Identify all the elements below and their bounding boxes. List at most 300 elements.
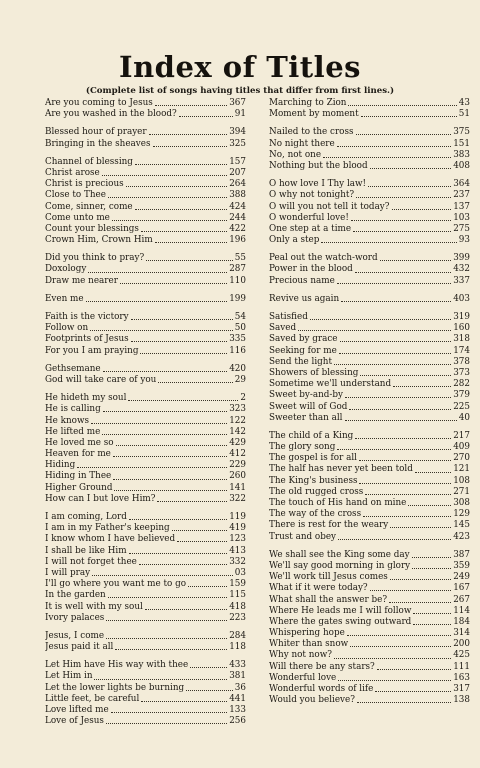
entry-title: Jesus paid it all [45, 642, 114, 653]
entry-title: I'll go where you want me to go [45, 579, 187, 590]
entry-page-number: 308 [453, 498, 470, 508]
entry-title: What shall the answer be? [269, 594, 388, 605]
entry-group [45, 253, 246, 287]
dot-leader [359, 456, 451, 461]
dot-leader [135, 160, 227, 165]
index-entry [45, 98, 246, 109]
dot-leader [298, 326, 451, 331]
entry-title: Marching to Zion [269, 98, 347, 108]
index-entry [269, 476, 470, 487]
entry-page-number: 51 [458, 109, 470, 120]
entry-page-number: 133 [229, 705, 246, 715]
entry-page-number: 381 [229, 671, 246, 682]
entry-page-number: 123 [229, 534, 246, 545]
entry-page-number: 199 [229, 293, 246, 304]
entry-page-number: 314 [453, 628, 470, 639]
entry-page-number: 36 [234, 682, 246, 693]
index-entry [269, 139, 470, 150]
index-entry [45, 202, 246, 213]
dot-leader [413, 609, 451, 614]
dot-leader [158, 378, 233, 383]
index-entry [269, 253, 470, 264]
dot-leader [139, 560, 227, 565]
entry-page-number: 335 [229, 334, 246, 345]
entry-group [45, 127, 246, 149]
dot-leader [356, 130, 452, 135]
index-entry [269, 628, 470, 639]
entry-page-number: 319 [453, 312, 470, 322]
index-entry [269, 487, 470, 498]
dot-leader [111, 708, 227, 713]
dot-leader [106, 634, 227, 639]
dot-leader [153, 142, 228, 147]
dot-leader [380, 256, 452, 261]
entry-group [269, 312, 470, 424]
dot-leader [172, 526, 228, 531]
entry-title: Crown Him, Crown Him [45, 235, 153, 246]
index-entry [45, 294, 246, 305]
entry-page-number: 03 [234, 567, 246, 578]
entry-title: Did you think to pray? [45, 253, 145, 264]
entry-page-number: 378 [453, 356, 470, 367]
entry-page-number: 322 [229, 493, 246, 504]
index-entry [45, 494, 246, 505]
entry-title: Little feet, be careful [45, 693, 140, 704]
index-entry [269, 606, 470, 617]
index-entry [269, 276, 470, 287]
entry-page-number: 388 [229, 190, 246, 201]
dot-leader [337, 142, 451, 147]
index-entry [269, 662, 470, 673]
entry-group [45, 312, 246, 357]
entry-page-number: 116 [229, 345, 246, 356]
entry-page-number: 282 [453, 379, 470, 390]
dot-leader [348, 101, 456, 106]
index-entry [269, 550, 470, 561]
index-entry [45, 416, 246, 427]
entry-page-number: 323 [229, 404, 246, 415]
dot-leader [339, 349, 451, 354]
index-entry [45, 642, 246, 653]
entry-page-number: 422 [229, 223, 246, 234]
entry-title: Come unto me [45, 212, 110, 223]
entry-page-number: 409 [453, 442, 470, 453]
entry-page-number: 225 [453, 401, 470, 412]
index-entry [269, 673, 470, 684]
entry-group [45, 660, 246, 727]
index-entry [45, 546, 246, 557]
entry-page-number: 217 [453, 430, 470, 441]
dot-leader [186, 686, 233, 691]
index-entry [269, 498, 470, 509]
index-entry [45, 190, 246, 201]
entry-group [45, 393, 246, 505]
dot-leader [361, 112, 457, 117]
entry-title: He loved me so [45, 437, 114, 448]
dot-leader [155, 101, 227, 106]
entry-page-number: 394 [229, 127, 246, 138]
entry-page-number: 237 [453, 190, 470, 201]
entry-title: I am coming, Lord [45, 512, 127, 522]
entry-title: Whiter than snow [269, 639, 349, 650]
dot-leader [179, 112, 233, 117]
entry-page-number: 403 [453, 293, 470, 304]
index-entry [45, 393, 246, 404]
dot-leader [347, 631, 451, 636]
entry-title: Would you believe? [269, 695, 355, 706]
entry-title: No night there [269, 138, 335, 149]
index-entry [45, 224, 246, 235]
entry-page-number: 141 [229, 482, 246, 493]
dot-leader [393, 382, 451, 387]
entry-group [45, 157, 246, 247]
entry-page-number: 418 [229, 601, 246, 612]
entry-title: Are you coming to Jesus [45, 98, 153, 108]
index-entry [269, 323, 470, 334]
dot-leader [113, 475, 227, 480]
entry-title: Wonderful words of life [269, 684, 374, 694]
entry-group [45, 98, 246, 120]
entry-page-number: 429 [229, 437, 246, 448]
dot-leader [334, 360, 451, 365]
entry-page-number: 40 [458, 412, 470, 423]
dot-leader [129, 549, 228, 554]
entry-page-number: 408 [453, 160, 470, 171]
dot-leader [129, 515, 227, 520]
dot-leader [341, 297, 451, 302]
entry-title: Ivory palaces [45, 612, 105, 623]
entry-page-number: 267 [453, 594, 470, 605]
entry-group [269, 98, 470, 120]
entry-title: Christ arose [45, 167, 100, 178]
index-entry [45, 590, 246, 601]
entry-page-number: 55 [234, 253, 246, 264]
index-entry [45, 235, 246, 246]
entry-page-number: 412 [229, 449, 246, 460]
entry-page-number: 337 [453, 275, 470, 286]
entry-page-number: 270 [453, 453, 470, 464]
entry-title: No, not one [269, 149, 322, 160]
entry-title: I will pray [45, 567, 91, 578]
entry-title: Saved by grace [269, 334, 338, 345]
entry-title: Are you washed in the blood? [45, 109, 177, 120]
entry-title: For you I am praying [45, 345, 139, 356]
entry-page-number: 118 [229, 642, 246, 653]
dot-leader [102, 430, 227, 435]
dot-leader [114, 486, 227, 491]
dot-leader [392, 205, 452, 210]
entry-page-number: 50 [234, 323, 246, 334]
entry-page-number: 103 [453, 212, 470, 223]
index-entry [45, 179, 246, 190]
dot-leader [370, 586, 452, 591]
entry-page-number: 287 [229, 264, 246, 275]
entry-title: I am in my Father's keeping [45, 523, 170, 534]
entry-page-number: 174 [453, 345, 470, 356]
index-entry [45, 449, 246, 460]
index-entry [45, 705, 246, 716]
entry-title: God will take care of you [45, 374, 157, 385]
index-entry [45, 660, 246, 671]
entry-group [269, 179, 470, 246]
index-entry [45, 127, 246, 138]
dot-leader [389, 598, 451, 603]
entry-title: Come, sinner, come [45, 201, 133, 212]
entry-title: The King's business [269, 475, 358, 486]
dot-leader [91, 419, 227, 424]
index-entry [269, 520, 470, 531]
dot-leader [310, 315, 451, 320]
dot-leader [128, 396, 238, 401]
entry-page-number: 91 [234, 109, 246, 120]
dot-leader [370, 164, 452, 169]
entry-page-number: 29 [234, 374, 246, 385]
entry-title: We shall see the King some day [269, 549, 410, 560]
entry-title: Hiding in Thee [45, 471, 112, 482]
entry-title: Power in the blood [269, 264, 353, 275]
index-entry [269, 346, 470, 357]
dot-leader [113, 452, 227, 457]
entry-page-number: 264 [229, 179, 246, 190]
index-entry [269, 150, 470, 161]
index-entry [45, 346, 246, 357]
index-entry [45, 716, 246, 727]
entry-title: Only a step [269, 235, 320, 246]
dot-leader [412, 564, 451, 569]
entry-title: The touch of His hand on mine [269, 498, 407, 508]
dot-leader [323, 153, 451, 158]
dot-leader [155, 238, 228, 243]
index-entry [269, 532, 470, 543]
entry-title: O will you not tell it today? [269, 201, 390, 212]
index-entry [45, 312, 246, 323]
entry-title: Satisfied [269, 312, 308, 322]
index-entry [45, 683, 246, 694]
entry-title: The old rugged cross [269, 486, 364, 497]
entry-title: One step at a time [269, 223, 352, 234]
entry-title: Seeking for me [269, 345, 337, 356]
dot-leader [94, 675, 227, 680]
entry-title: Nothing but the blood [269, 160, 368, 171]
index-entry [269, 109, 470, 120]
dot-leader [350, 642, 451, 647]
index-entry [269, 617, 470, 628]
entry-title: In the garden [45, 590, 106, 601]
entry-page-number: 110 [229, 275, 246, 286]
dot-leader [334, 654, 451, 659]
entry-title: Let the lower lights be burning [45, 682, 185, 693]
entry-page-number: 244 [229, 212, 246, 223]
dot-leader [415, 468, 451, 473]
dot-leader [349, 405, 451, 410]
entry-title: The child of a King [269, 430, 354, 441]
entry-page-number: 441 [229, 693, 246, 704]
entry-title: Why not now? [269, 650, 332, 661]
right-column [269, 98, 470, 713]
index-entry [269, 264, 470, 275]
entry-title: He is calling [45, 404, 101, 415]
entry-page-number: 413 [229, 545, 246, 556]
entry-page-number: 115 [229, 590, 246, 601]
entry-page-number: 129 [453, 509, 470, 520]
entry-title: Will there be any stars? [269, 661, 375, 672]
dot-leader [112, 216, 227, 221]
entry-page-number: 159 [229, 579, 246, 590]
index-entry [45, 427, 246, 438]
entry-page-number: 121 [453, 464, 470, 475]
index-entry [45, 602, 246, 613]
dot-leader [103, 407, 227, 412]
dot-leader [338, 676, 451, 681]
index-entry [45, 139, 246, 150]
entry-title: Doxology [45, 264, 87, 275]
index-entry [45, 253, 246, 264]
index-entry [269, 695, 470, 706]
index-entry [45, 109, 246, 120]
entry-title: The glory song [269, 442, 336, 453]
dot-leader [106, 719, 227, 724]
index-entry [269, 202, 470, 213]
dot-leader [413, 620, 451, 625]
entry-title: What if it were today? [269, 583, 368, 594]
index-entry [45, 671, 246, 682]
index-entry [45, 364, 246, 375]
dot-leader [337, 445, 451, 450]
index-entry [45, 512, 246, 523]
dot-leader [321, 238, 456, 243]
dot-leader [363, 512, 451, 517]
entry-page-number: 423 [453, 531, 470, 542]
entry-page-number: 420 [229, 363, 246, 374]
dot-leader [131, 337, 228, 342]
entry-page-number: 157 [229, 156, 246, 167]
dot-leader [359, 479, 451, 484]
index-entry [269, 179, 470, 190]
entry-title: Let Him in [45, 671, 93, 682]
entry-page-number: 207 [229, 167, 246, 178]
entry-title: It is well with my soul [45, 601, 143, 612]
entry-title: Where the gates swing outward [269, 616, 412, 627]
entry-page-number: 387 [453, 549, 470, 560]
index-entry [269, 572, 470, 583]
dot-leader [77, 463, 227, 468]
entry-title: Love of Jesus [45, 716, 104, 727]
entry-title: Channel of blessing [45, 156, 133, 167]
entry-title: Send the light [269, 356, 332, 367]
entry-group [45, 364, 246, 386]
entry-page-number: 275 [453, 223, 470, 234]
entry-page-number: 375 [453, 127, 470, 138]
entry-title: Moment by moment [269, 109, 359, 120]
index-entry [45, 579, 246, 590]
entry-title: He hideth my soul [45, 393, 127, 404]
entry-page-number: 151 [453, 138, 470, 149]
dot-leader [116, 441, 228, 446]
index-entry [269, 127, 470, 138]
entry-group [269, 294, 470, 305]
index-entry [45, 404, 246, 415]
index-entry [45, 157, 246, 168]
index-entry [45, 276, 246, 287]
index-entry [45, 568, 246, 579]
entry-title: There is rest for the weary [269, 520, 389, 531]
entry-title: Follow on [45, 323, 89, 334]
dot-leader [149, 130, 228, 135]
dot-leader [390, 523, 451, 528]
entry-title: Gethsemane [45, 363, 101, 374]
entry-title: Sweeter than all [269, 412, 343, 423]
index-entry [45, 375, 246, 386]
entry-title: Footprints of Jesus [45, 334, 129, 345]
dot-leader [131, 315, 233, 320]
entry-page-number: 93 [458, 235, 470, 246]
entry-title: He knows [45, 415, 90, 426]
dot-leader [145, 605, 227, 610]
index-entry [269, 224, 470, 235]
index-entry [45, 438, 246, 449]
entry-page-number: 383 [453, 149, 470, 160]
dot-leader [338, 535, 451, 540]
entry-page-number: 271 [453, 486, 470, 497]
dot-leader [177, 537, 227, 542]
entry-page-number: 399 [453, 253, 470, 264]
entry-title: Nailed to the cross [269, 127, 354, 138]
index-entry [45, 613, 246, 624]
entry-title: Wonderful love [269, 672, 337, 683]
entry-group [269, 431, 470, 543]
index-entry [269, 390, 470, 401]
entry-title: Faith is the victory [45, 312, 129, 322]
index-entry [269, 312, 470, 323]
index-entry [269, 431, 470, 442]
dot-leader [340, 337, 452, 342]
index-entry [269, 161, 470, 172]
dot-leader [90, 326, 233, 331]
dot-leader [115, 645, 227, 650]
entry-page-number: 249 [453, 572, 470, 583]
entry-group [269, 127, 470, 172]
index-entry [45, 264, 246, 275]
dot-leader [357, 698, 451, 703]
dot-leader [108, 593, 227, 598]
dot-leader [377, 665, 451, 670]
dot-leader [412, 553, 452, 558]
index-entry [269, 442, 470, 453]
entry-title: I shall be like Him [45, 545, 127, 556]
index-entry [269, 379, 470, 390]
entry-page-number: 138 [453, 695, 470, 706]
entry-title: Showers of blessing [269, 367, 359, 378]
dot-leader [146, 256, 233, 261]
index-entry [269, 213, 470, 224]
entry-page-number: 223 [229, 612, 246, 623]
entry-title: Christ is precious [45, 179, 124, 190]
entry-title: Sweet will of God [269, 401, 348, 412]
dot-leader [157, 497, 227, 502]
dot-leader [355, 434, 451, 439]
dot-leader [408, 501, 451, 506]
index-entry [269, 561, 470, 572]
entry-group [45, 631, 246, 653]
dot-leader [103, 367, 228, 372]
entry-page-number: 364 [453, 179, 470, 190]
entry-page-number: 196 [229, 235, 246, 246]
entry-title: Let Him have His way with thee [45, 660, 189, 671]
entry-title: O why not tonight? [269, 190, 355, 201]
entry-title: Revive us again [269, 293, 340, 304]
entry-title: O how love I Thy law! [269, 179, 367, 190]
entry-page-number: 167 [453, 583, 470, 594]
